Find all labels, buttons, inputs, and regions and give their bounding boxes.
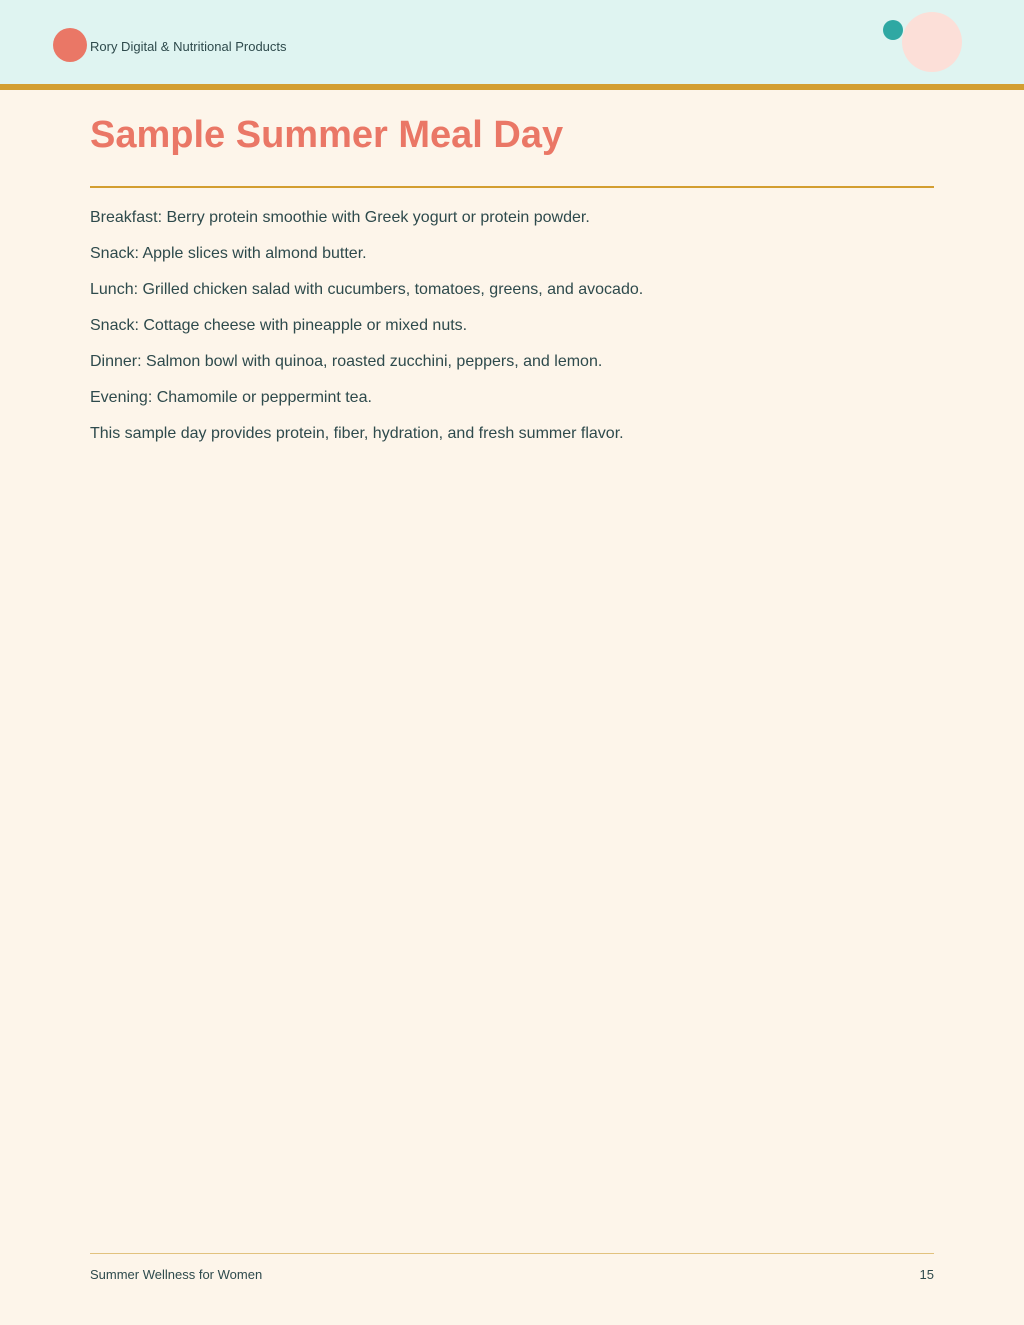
page-header <box>0 0 1024 84</box>
meal-line-evening: Evening: Chamomile or peppermint tea. <box>90 389 372 406</box>
meal-plan-content <box>90 208 934 460</box>
meal-line-snack-morning: Snack: Apple slices with almond butter. <box>90 245 367 262</box>
footer-publication: Summer Wellness for Women <box>90 1267 263 1282</box>
meal-line-lunch: Lunch: Grilled chicken salad with cucumbers, tomatoes, greens, and avocado. <box>90 281 644 298</box>
decorative-circle-small-icon <box>883 20 903 40</box>
footer-divider <box>90 1253 934 1254</box>
header-divider <box>0 84 1024 90</box>
meal-line-dinner: Dinner: Salmon bowl with quinoa, roasted zucchini, peppers, and lemon. <box>90 353 603 370</box>
brand-name: Rory Digital & Nutritional Products <box>90 39 287 54</box>
decorative-circle-large-icon <box>902 12 962 72</box>
title-divider <box>90 186 934 188</box>
page-title: Sample Summer Meal Day <box>90 114 564 156</box>
page-number: 15 <box>919 1267 934 1282</box>
circle-logo-icon <box>53 28 87 62</box>
meal-summary: This sample day provides protein, fiber, hydration, and fresh summer flavor. <box>90 425 624 442</box>
meal-line-breakfast: Breakfast: Berry protein smoothie with Greek yogurt or protein powder. <box>90 209 590 226</box>
meal-line-snack-afternoon: Snack: Cottage cheese with pineapple or mixed nuts. <box>90 317 468 334</box>
